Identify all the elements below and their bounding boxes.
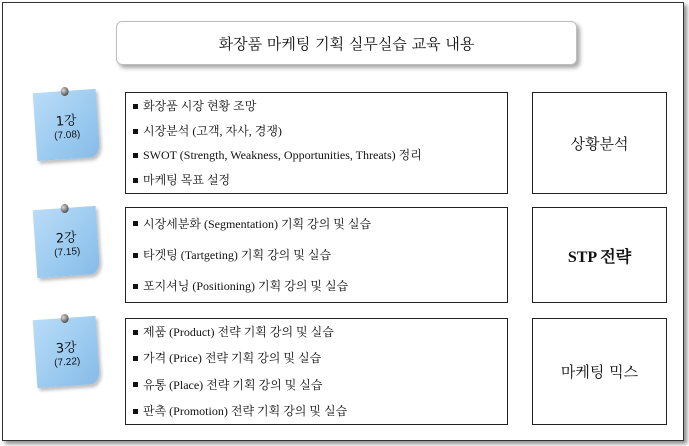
session-3-sticky-note	[33, 316, 101, 388]
bullet-icon	[133, 356, 138, 361]
session-1-topic-label: 상황분석	[570, 134, 629, 153]
session-3-content-box	[125, 318, 508, 425]
bullet-icon	[133, 253, 138, 258]
bullet-icon	[133, 409, 138, 414]
session-2-item-1: 시장세분화 (Segmentation) 기획 강의 및 실습	[133, 217, 507, 231]
session-1-date: (7.08)	[53, 129, 81, 142]
session-1-content-box	[125, 92, 508, 194]
session-3-date: (7.22)	[53, 356, 81, 369]
session-3-topic	[532, 318, 667, 425]
bullet-icon	[133, 221, 138, 226]
session-3-item-4: 판촉 (Promotion) 전략 기획 강의 및 실습	[133, 404, 507, 418]
session-2-content-box	[125, 207, 508, 303]
bullet-icon	[133, 129, 138, 134]
bullet-icon	[133, 178, 138, 183]
session-3-item-3: 유통 (Place) 전략 기획 강의 및 실습	[133, 378, 507, 392]
session-1-item-1: 화장품 시장 현황 조망	[133, 99, 507, 113]
session-2-item-2: 타겟팅 (Tartgeting) 기획 강의 및 실습	[133, 248, 507, 262]
session-3-item-2: 가격 (Price) 전략 기획 강의 및 실습	[133, 351, 507, 365]
diagram-title-text: 화장품 마케팅 기획 실무실습 교육 내용	[218, 34, 475, 53]
session-1-lesson: 1강	[55, 113, 78, 130]
session-3-lesson: 3강	[55, 340, 78, 357]
pushpin-icon	[60, 87, 69, 97]
session-2-topic	[532, 207, 667, 303]
session-2-date: (7.15)	[53, 246, 81, 259]
session-2-lesson: 2강	[55, 230, 78, 247]
bullet-icon	[133, 284, 138, 289]
bullet-icon	[133, 153, 138, 158]
session-1-item-2: 시장분석 (고객, 자사, 경쟁)	[133, 124, 507, 138]
bullet-icon	[133, 382, 138, 387]
session-2-sticky-note	[33, 206, 101, 278]
session-3-item-1: 제품 (Product) 전략 기획 강의 및 실습	[133, 325, 507, 339]
session-3-topic-label: 마케팅 믹스	[560, 363, 639, 381]
bullet-icon	[133, 330, 138, 335]
session-1-item-3: SWOT (Strength, Weakness, Opportunities, Threats) 정리	[133, 148, 507, 162]
pushpin-icon	[60, 204, 69, 214]
session-2-item-3: 포지셔닝 (Positioning) 기획 강의 및 실습	[133, 279, 507, 293]
session-1-item-4: 마케팅 목표 설정	[133, 173, 507, 187]
bullet-icon	[133, 104, 138, 109]
session-1-topic	[532, 92, 667, 194]
session-2-topic-label: STP 전략	[567, 248, 632, 266]
pushpin-icon	[60, 314, 69, 324]
diagram-title	[116, 21, 577, 65]
session-1-sticky-note	[33, 89, 101, 161]
